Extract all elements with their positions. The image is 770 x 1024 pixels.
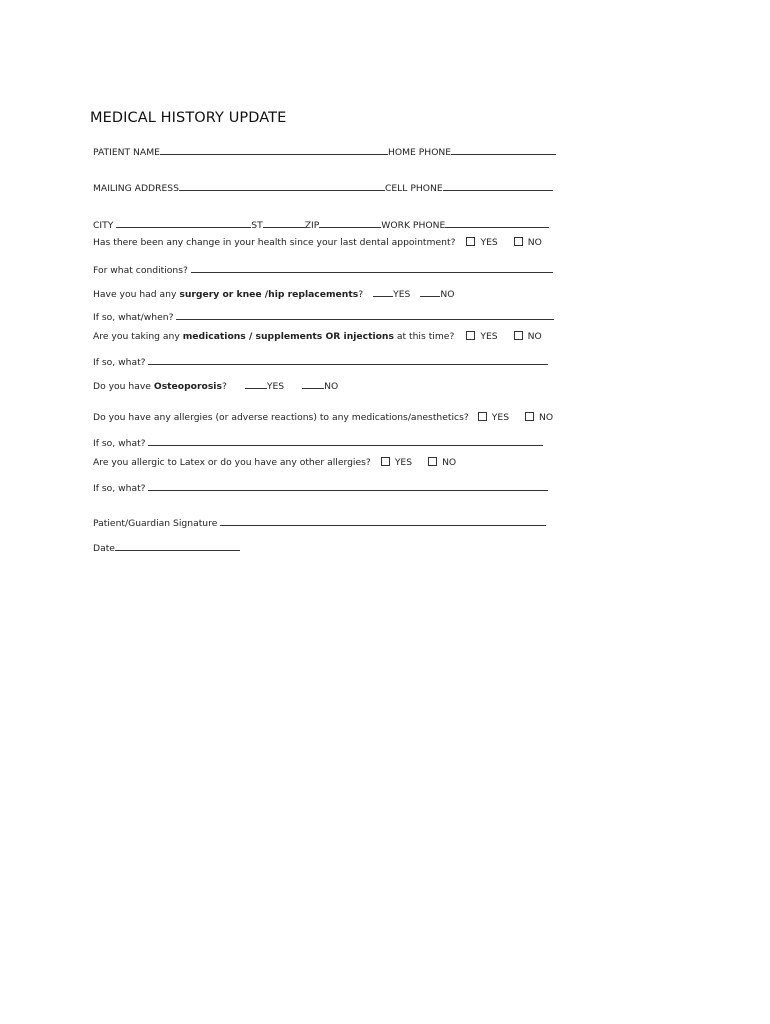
date-label: Date xyxy=(93,543,115,554)
yes-label: YES xyxy=(266,381,285,392)
no-label: NO xyxy=(527,331,542,342)
signature-label: Patient/Guardian Signature xyxy=(93,518,218,529)
patient-name-row xyxy=(93,146,556,158)
health-change-row xyxy=(93,237,542,248)
date-field[interactable] xyxy=(115,542,240,551)
osteoporosis-question-pre: Do you have xyxy=(93,381,154,392)
latex-question: Are you allergic to Latex or do you have any other allergies? xyxy=(93,457,371,468)
home-phone-label: HOME PHONE xyxy=(387,147,452,158)
city-label: CITY xyxy=(93,220,114,231)
surgery-details-field[interactable] xyxy=(176,311,554,320)
surgery-row xyxy=(93,288,454,300)
yes-label: YES xyxy=(480,331,498,342)
st-label: ST xyxy=(251,220,263,231)
patient-name-label: PATIENT NAME xyxy=(93,147,160,158)
allergies-details-field[interactable] xyxy=(148,437,543,446)
surgery-question-post: ? xyxy=(358,289,364,300)
city-row xyxy=(93,219,549,231)
health-change-no-checkbox[interactable] xyxy=(514,237,523,246)
osteoporosis-yes-blank[interactable] xyxy=(245,380,267,389)
surgery-question-pre: Have you had any xyxy=(93,289,180,300)
surgery-no-blank[interactable] xyxy=(420,288,440,297)
medications-yes-checkbox[interactable] xyxy=(466,331,475,340)
cell-phone-label: CELL PHONE xyxy=(384,183,443,194)
health-change-question: Has there been any change in your health since your last dental appointment? xyxy=(93,237,456,248)
signature-row xyxy=(93,517,546,529)
no-label: NO xyxy=(324,381,339,392)
no-label: NO xyxy=(440,289,455,300)
latex-yes-checkbox[interactable] xyxy=(381,457,390,466)
osteoporosis-no-blank[interactable] xyxy=(302,380,324,389)
mailing-address-label: MAILING ADDRESS xyxy=(93,183,179,194)
allergies-details-label: If so, what? xyxy=(93,438,146,449)
latex-no-checkbox[interactable] xyxy=(428,457,437,466)
form-title: MEDICAL HISTORY UPDATE xyxy=(90,110,287,126)
home-phone-field[interactable] xyxy=(451,146,556,155)
mailing-address-field[interactable] xyxy=(179,182,385,191)
mailing-address-row xyxy=(93,182,553,194)
work-phone-label: WORK PHONE xyxy=(381,220,446,231)
conditions-field[interactable] xyxy=(191,264,553,273)
surgery-question-bold: surgery or knee /hip replacements xyxy=(179,289,359,300)
no-label: NO xyxy=(539,412,554,423)
medications-question-bold: medications / supplements OR injections xyxy=(182,331,394,342)
no-label: NO xyxy=(442,457,457,468)
medications-question-post: at this time? xyxy=(393,331,455,342)
city-field[interactable] xyxy=(116,219,251,228)
medications-details-row xyxy=(93,356,548,368)
latex-details-field[interactable] xyxy=(148,482,548,491)
allergies-details-row xyxy=(93,437,543,449)
osteoporosis-question-bold: Osteoporosis xyxy=(153,381,222,392)
latex-row xyxy=(93,457,456,468)
zip-label: ZIP xyxy=(304,220,320,231)
health-change-yes-checkbox[interactable] xyxy=(466,237,475,246)
allergies-row xyxy=(93,412,553,423)
yes-label: YES xyxy=(491,412,510,423)
medications-question-pre: Are you taking any xyxy=(93,331,183,342)
st-field[interactable] xyxy=(263,219,305,228)
surgery-details-row xyxy=(93,311,554,323)
allergies-yes-checkbox[interactable] xyxy=(478,412,487,421)
yes-label: YES xyxy=(394,457,413,468)
date-row xyxy=(93,542,240,554)
yes-label: YES xyxy=(480,237,498,248)
zip-field[interactable] xyxy=(319,219,381,228)
work-phone-field[interactable] xyxy=(445,219,549,228)
osteoporosis-row xyxy=(93,380,338,392)
conditions-label: For what conditions? xyxy=(93,265,188,276)
allergies-no-checkbox[interactable] xyxy=(525,412,534,421)
allergies-question: Do you have any allergies (or adverse reactions) to any medications/anesthetics? xyxy=(93,412,469,423)
surgery-details-label: If so, what/when? xyxy=(93,312,174,323)
yes-label: YES xyxy=(393,289,411,300)
patient-name-field[interactable] xyxy=(160,146,388,155)
cell-phone-field[interactable] xyxy=(443,182,553,191)
medications-no-checkbox[interactable] xyxy=(514,331,523,340)
medications-details-label: If so, what? xyxy=(93,357,146,368)
signature-field[interactable] xyxy=(220,517,546,526)
latex-details-row xyxy=(93,482,548,494)
surgery-yes-blank[interactable] xyxy=(373,288,393,297)
latex-details-label: If so, what? xyxy=(93,483,146,494)
medications-details-field[interactable] xyxy=(148,356,548,365)
osteoporosis-question-post: ? xyxy=(221,381,227,392)
no-label: NO xyxy=(527,237,542,248)
conditions-row xyxy=(93,264,553,276)
medications-row xyxy=(93,331,542,342)
